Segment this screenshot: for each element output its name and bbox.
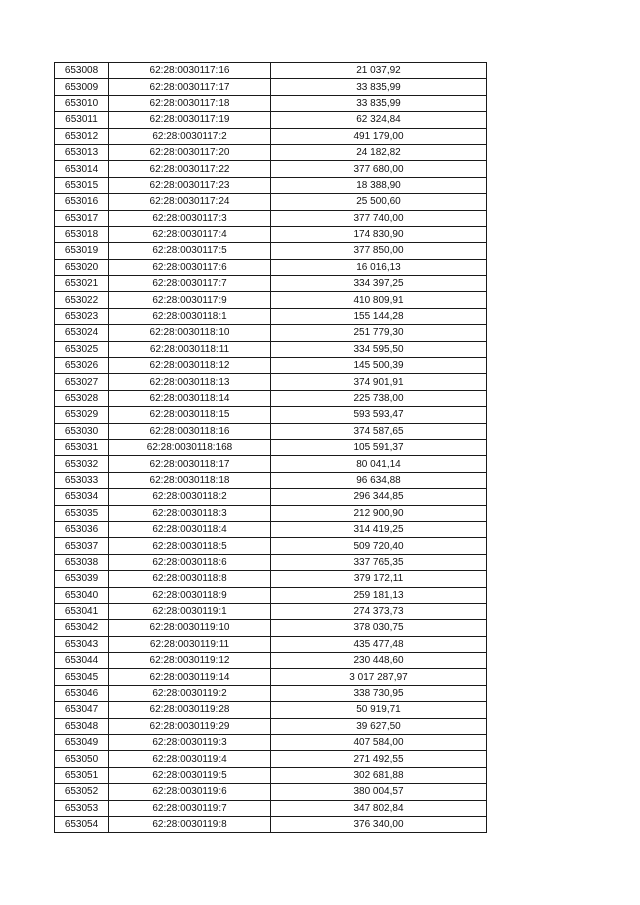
table-row [55, 489, 487, 505]
cadastral-number-cell: 62:28:0030117:23 [109, 177, 271, 193]
cadastral-number-cell: 62:28:0030118:168 [109, 439, 271, 455]
row-number-cell: 653045 [55, 669, 109, 685]
cadastral-value-cell: 407 584,00 [271, 735, 487, 751]
row-number-cell: 653029 [55, 407, 109, 423]
cadastral-number-cell: 62:28:0030117:16 [109, 63, 271, 79]
cadastral-number-cell: 62:28:0030119:11 [109, 636, 271, 652]
cadastral-number-cell: 62:28:0030119:14 [109, 669, 271, 685]
cadastral-value-cell: 509 720,40 [271, 538, 487, 554]
table-row [55, 636, 487, 652]
table-row [55, 816, 487, 832]
cadastral-number-cell: 62:28:0030118:3 [109, 505, 271, 521]
table-row [55, 587, 487, 603]
row-number-cell: 653049 [55, 735, 109, 751]
cadastral-number-cell: 62:28:0030117:2 [109, 128, 271, 144]
table-row [55, 325, 487, 341]
cadastral-value-cell: 18 388,90 [271, 177, 487, 193]
row-number-cell: 653035 [55, 505, 109, 521]
cadastral-value-cell: 62 324,84 [271, 112, 487, 128]
row-number-cell: 653021 [55, 276, 109, 292]
table-row [55, 718, 487, 734]
cadastral-value-cell: 347 802,84 [271, 800, 487, 816]
table-row [55, 243, 487, 259]
cadastral-number-cell: 62:28:0030118:11 [109, 341, 271, 357]
cadastral-value-cell: 338 730,95 [271, 685, 487, 701]
cadastral-value-cell: 314 419,25 [271, 521, 487, 537]
cadastral-value-cell: 3 017 287,97 [271, 669, 487, 685]
cadastral-value-cell: 80 041,14 [271, 456, 487, 472]
row-number-cell: 653054 [55, 816, 109, 832]
table-body [55, 63, 487, 833]
row-number-cell: 653043 [55, 636, 109, 652]
table-row [55, 79, 487, 95]
table-row [55, 620, 487, 636]
row-number-cell: 653053 [55, 800, 109, 816]
cadastral-value-cell: 174 830,90 [271, 226, 487, 242]
cadastral-number-cell: 62:28:0030117:3 [109, 210, 271, 226]
table-row [55, 800, 487, 816]
table-row [55, 751, 487, 767]
cadastral-number-cell: 62:28:0030117:9 [109, 292, 271, 308]
cadastral-number-cell: 62:28:0030119:7 [109, 800, 271, 816]
table-row [55, 210, 487, 226]
cadastral-value-cell: 593 593,47 [271, 407, 487, 423]
row-number-cell: 653044 [55, 653, 109, 669]
table-row [55, 735, 487, 751]
cadastral-number-cell: 62:28:0030119:4 [109, 751, 271, 767]
table-row [55, 128, 487, 144]
cadastral-value-cell: 374 587,65 [271, 423, 487, 439]
cadastral-number-cell: 62:28:0030119:1 [109, 603, 271, 619]
cadastral-number-cell: 62:28:0030117:17 [109, 79, 271, 95]
cadastral-number-cell: 62:28:0030118:10 [109, 325, 271, 341]
cadastral-number-cell: 62:28:0030119:29 [109, 718, 271, 734]
table-row [55, 226, 487, 242]
cadastral-value-cell: 374 901,91 [271, 374, 487, 390]
row-number-cell: 653048 [55, 718, 109, 734]
cadastral-value-cell: 24 182,82 [271, 144, 487, 160]
cadastral-value-cell: 302 681,88 [271, 767, 487, 783]
cadastral-value-cell: 380 004,57 [271, 784, 487, 800]
table-row [55, 767, 487, 783]
cadastral-number-cell: 62:28:0030118:13 [109, 374, 271, 390]
row-number-cell: 653041 [55, 603, 109, 619]
table-row [55, 194, 487, 210]
cadastral-value-cell: 230 448,60 [271, 653, 487, 669]
cadastral-value-cell: 251 779,30 [271, 325, 487, 341]
cadastral-number-cell: 62:28:0030119:2 [109, 685, 271, 701]
table-row [55, 63, 487, 79]
row-number-cell: 653014 [55, 161, 109, 177]
cadastral-number-cell: 62:28:0030117:4 [109, 226, 271, 242]
row-number-cell: 653050 [55, 751, 109, 767]
row-number-cell: 653016 [55, 194, 109, 210]
row-number-cell: 653040 [55, 587, 109, 603]
cadastral-value-cell: 96 634,88 [271, 472, 487, 488]
cadastral-number-cell: 62:28:0030117:24 [109, 194, 271, 210]
row-number-cell: 653031 [55, 439, 109, 455]
table-row [55, 784, 487, 800]
table-row [55, 669, 487, 685]
cadastral-value-cell: 259 181,13 [271, 587, 487, 603]
table-row [55, 685, 487, 701]
cadastral-value-cell: 376 340,00 [271, 816, 487, 832]
table-row [55, 571, 487, 587]
table-row [55, 603, 487, 619]
table-row [55, 161, 487, 177]
table-row [55, 112, 487, 128]
table-row [55, 472, 487, 488]
cadastral-number-cell: 62:28:0030117:6 [109, 259, 271, 275]
cadastral-number-cell: 62:28:0030118:9 [109, 587, 271, 603]
cadastral-number-cell: 62:28:0030117:19 [109, 112, 271, 128]
row-number-cell: 653020 [55, 259, 109, 275]
cadastral-value-cell: 274 373,73 [271, 603, 487, 619]
row-number-cell: 653047 [55, 702, 109, 718]
row-number-cell: 653037 [55, 538, 109, 554]
cadastral-number-cell: 62:28:0030117:18 [109, 95, 271, 111]
cadastral-number-cell: 62:28:0030118:8 [109, 571, 271, 587]
row-number-cell: 653009 [55, 79, 109, 95]
cadastral-number-cell: 62:28:0030119:3 [109, 735, 271, 751]
row-number-cell: 653034 [55, 489, 109, 505]
table-row [55, 144, 487, 160]
table-row [55, 423, 487, 439]
row-number-cell: 653024 [55, 325, 109, 341]
row-number-cell: 653033 [55, 472, 109, 488]
table-row [55, 292, 487, 308]
table-row [55, 358, 487, 374]
cadastral-value-cell: 378 030,75 [271, 620, 487, 636]
cadastral-value-cell: 271 492,55 [271, 751, 487, 767]
cadastral-value-cell: 39 627,50 [271, 718, 487, 734]
cadastral-number-cell: 62:28:0030118:1 [109, 308, 271, 324]
row-number-cell: 653025 [55, 341, 109, 357]
row-number-cell: 653046 [55, 685, 109, 701]
cadastral-value-cell: 410 809,91 [271, 292, 487, 308]
table-row [55, 308, 487, 324]
cadastral-number-cell: 62:28:0030118:5 [109, 538, 271, 554]
row-number-cell: 653030 [55, 423, 109, 439]
table-row [55, 374, 487, 390]
cadastral-value-cell: 225 738,00 [271, 390, 487, 406]
table-row [55, 390, 487, 406]
row-number-cell: 653038 [55, 554, 109, 570]
cadastral-number-cell: 62:28:0030117:5 [109, 243, 271, 259]
cadastral-value-cell: 377 680,00 [271, 161, 487, 177]
row-number-cell: 653026 [55, 358, 109, 374]
table-row [55, 521, 487, 537]
cadastral-number-cell: 62:28:0030117:20 [109, 144, 271, 160]
cadastral-number-cell: 62:28:0030117:7 [109, 276, 271, 292]
cadastral-number-cell: 62:28:0030119:6 [109, 784, 271, 800]
row-number-cell: 653017 [55, 210, 109, 226]
table-row [55, 439, 487, 455]
row-number-cell: 653022 [55, 292, 109, 308]
row-number-cell: 653028 [55, 390, 109, 406]
row-number-cell: 653011 [55, 112, 109, 128]
cadastral-value-cell: 337 765,35 [271, 554, 487, 570]
table-row [55, 341, 487, 357]
cadastral-number-cell: 62:28:0030118:18 [109, 472, 271, 488]
cadastral-value-table [54, 62, 487, 833]
cadastral-value-cell: 377 740,00 [271, 210, 487, 226]
row-number-cell: 653010 [55, 95, 109, 111]
row-number-cell: 653018 [55, 226, 109, 242]
table-row [55, 95, 487, 111]
table-row [55, 554, 487, 570]
cadastral-value-cell: 145 500,39 [271, 358, 487, 374]
cadastral-number-cell: 62:28:0030118:6 [109, 554, 271, 570]
cadastral-value-cell: 379 172,11 [271, 571, 487, 587]
table-row [55, 702, 487, 718]
cadastral-value-cell: 33 835,99 [271, 79, 487, 95]
cadastral-value-cell: 212 900,90 [271, 505, 487, 521]
row-number-cell: 653008 [55, 63, 109, 79]
cadastral-number-cell: 62:28:0030118:16 [109, 423, 271, 439]
row-number-cell: 653039 [55, 571, 109, 587]
row-number-cell: 653019 [55, 243, 109, 259]
row-number-cell: 653036 [55, 521, 109, 537]
cadastral-number-cell: 62:28:0030117:22 [109, 161, 271, 177]
cadastral-value-cell: 50 919,71 [271, 702, 487, 718]
cadastral-number-cell: 62:28:0030118:4 [109, 521, 271, 537]
cadastral-value-cell: 25 500,60 [271, 194, 487, 210]
cadastral-number-cell: 62:28:0030119:10 [109, 620, 271, 636]
row-number-cell: 653052 [55, 784, 109, 800]
cadastral-number-cell: 62:28:0030118:12 [109, 358, 271, 374]
table-row [55, 505, 487, 521]
cadastral-value-cell: 33 835,99 [271, 95, 487, 111]
cadastral-number-cell: 62:28:0030119:12 [109, 653, 271, 669]
row-number-cell: 653015 [55, 177, 109, 193]
cadastral-value-cell: 296 344,85 [271, 489, 487, 505]
cadastral-value-cell: 105 591,37 [271, 439, 487, 455]
table-row [55, 538, 487, 554]
cadastral-value-cell: 21 037,92 [271, 63, 487, 79]
cadastral-value-cell: 16 016,13 [271, 259, 487, 275]
cadastral-value-cell: 334 397,25 [271, 276, 487, 292]
cadastral-number-cell: 62:28:0030118:15 [109, 407, 271, 423]
row-number-cell: 653032 [55, 456, 109, 472]
row-number-cell: 653042 [55, 620, 109, 636]
cadastral-number-cell: 62:28:0030118:14 [109, 390, 271, 406]
table-row [55, 456, 487, 472]
cadastral-number-cell: 62:28:0030118:17 [109, 456, 271, 472]
table-row [55, 407, 487, 423]
cadastral-number-cell: 62:28:0030119:5 [109, 767, 271, 783]
table-row [55, 276, 487, 292]
table-row [55, 259, 487, 275]
cadastral-number-cell: 62:28:0030119:8 [109, 816, 271, 832]
table-row [55, 653, 487, 669]
row-number-cell: 653051 [55, 767, 109, 783]
cadastral-number-cell: 62:28:0030119:28 [109, 702, 271, 718]
cadastral-value-cell: 377 850,00 [271, 243, 487, 259]
row-number-cell: 653023 [55, 308, 109, 324]
cadastral-value-cell: 334 595,50 [271, 341, 487, 357]
table-row [55, 177, 487, 193]
row-number-cell: 653012 [55, 128, 109, 144]
cadastral-number-cell: 62:28:0030118:2 [109, 489, 271, 505]
cadastral-value-cell: 435 477,48 [271, 636, 487, 652]
row-number-cell: 653027 [55, 374, 109, 390]
cadastral-value-cell: 155 144,28 [271, 308, 487, 324]
row-number-cell: 653013 [55, 144, 109, 160]
cadastral-value-cell: 491 179,00 [271, 128, 487, 144]
